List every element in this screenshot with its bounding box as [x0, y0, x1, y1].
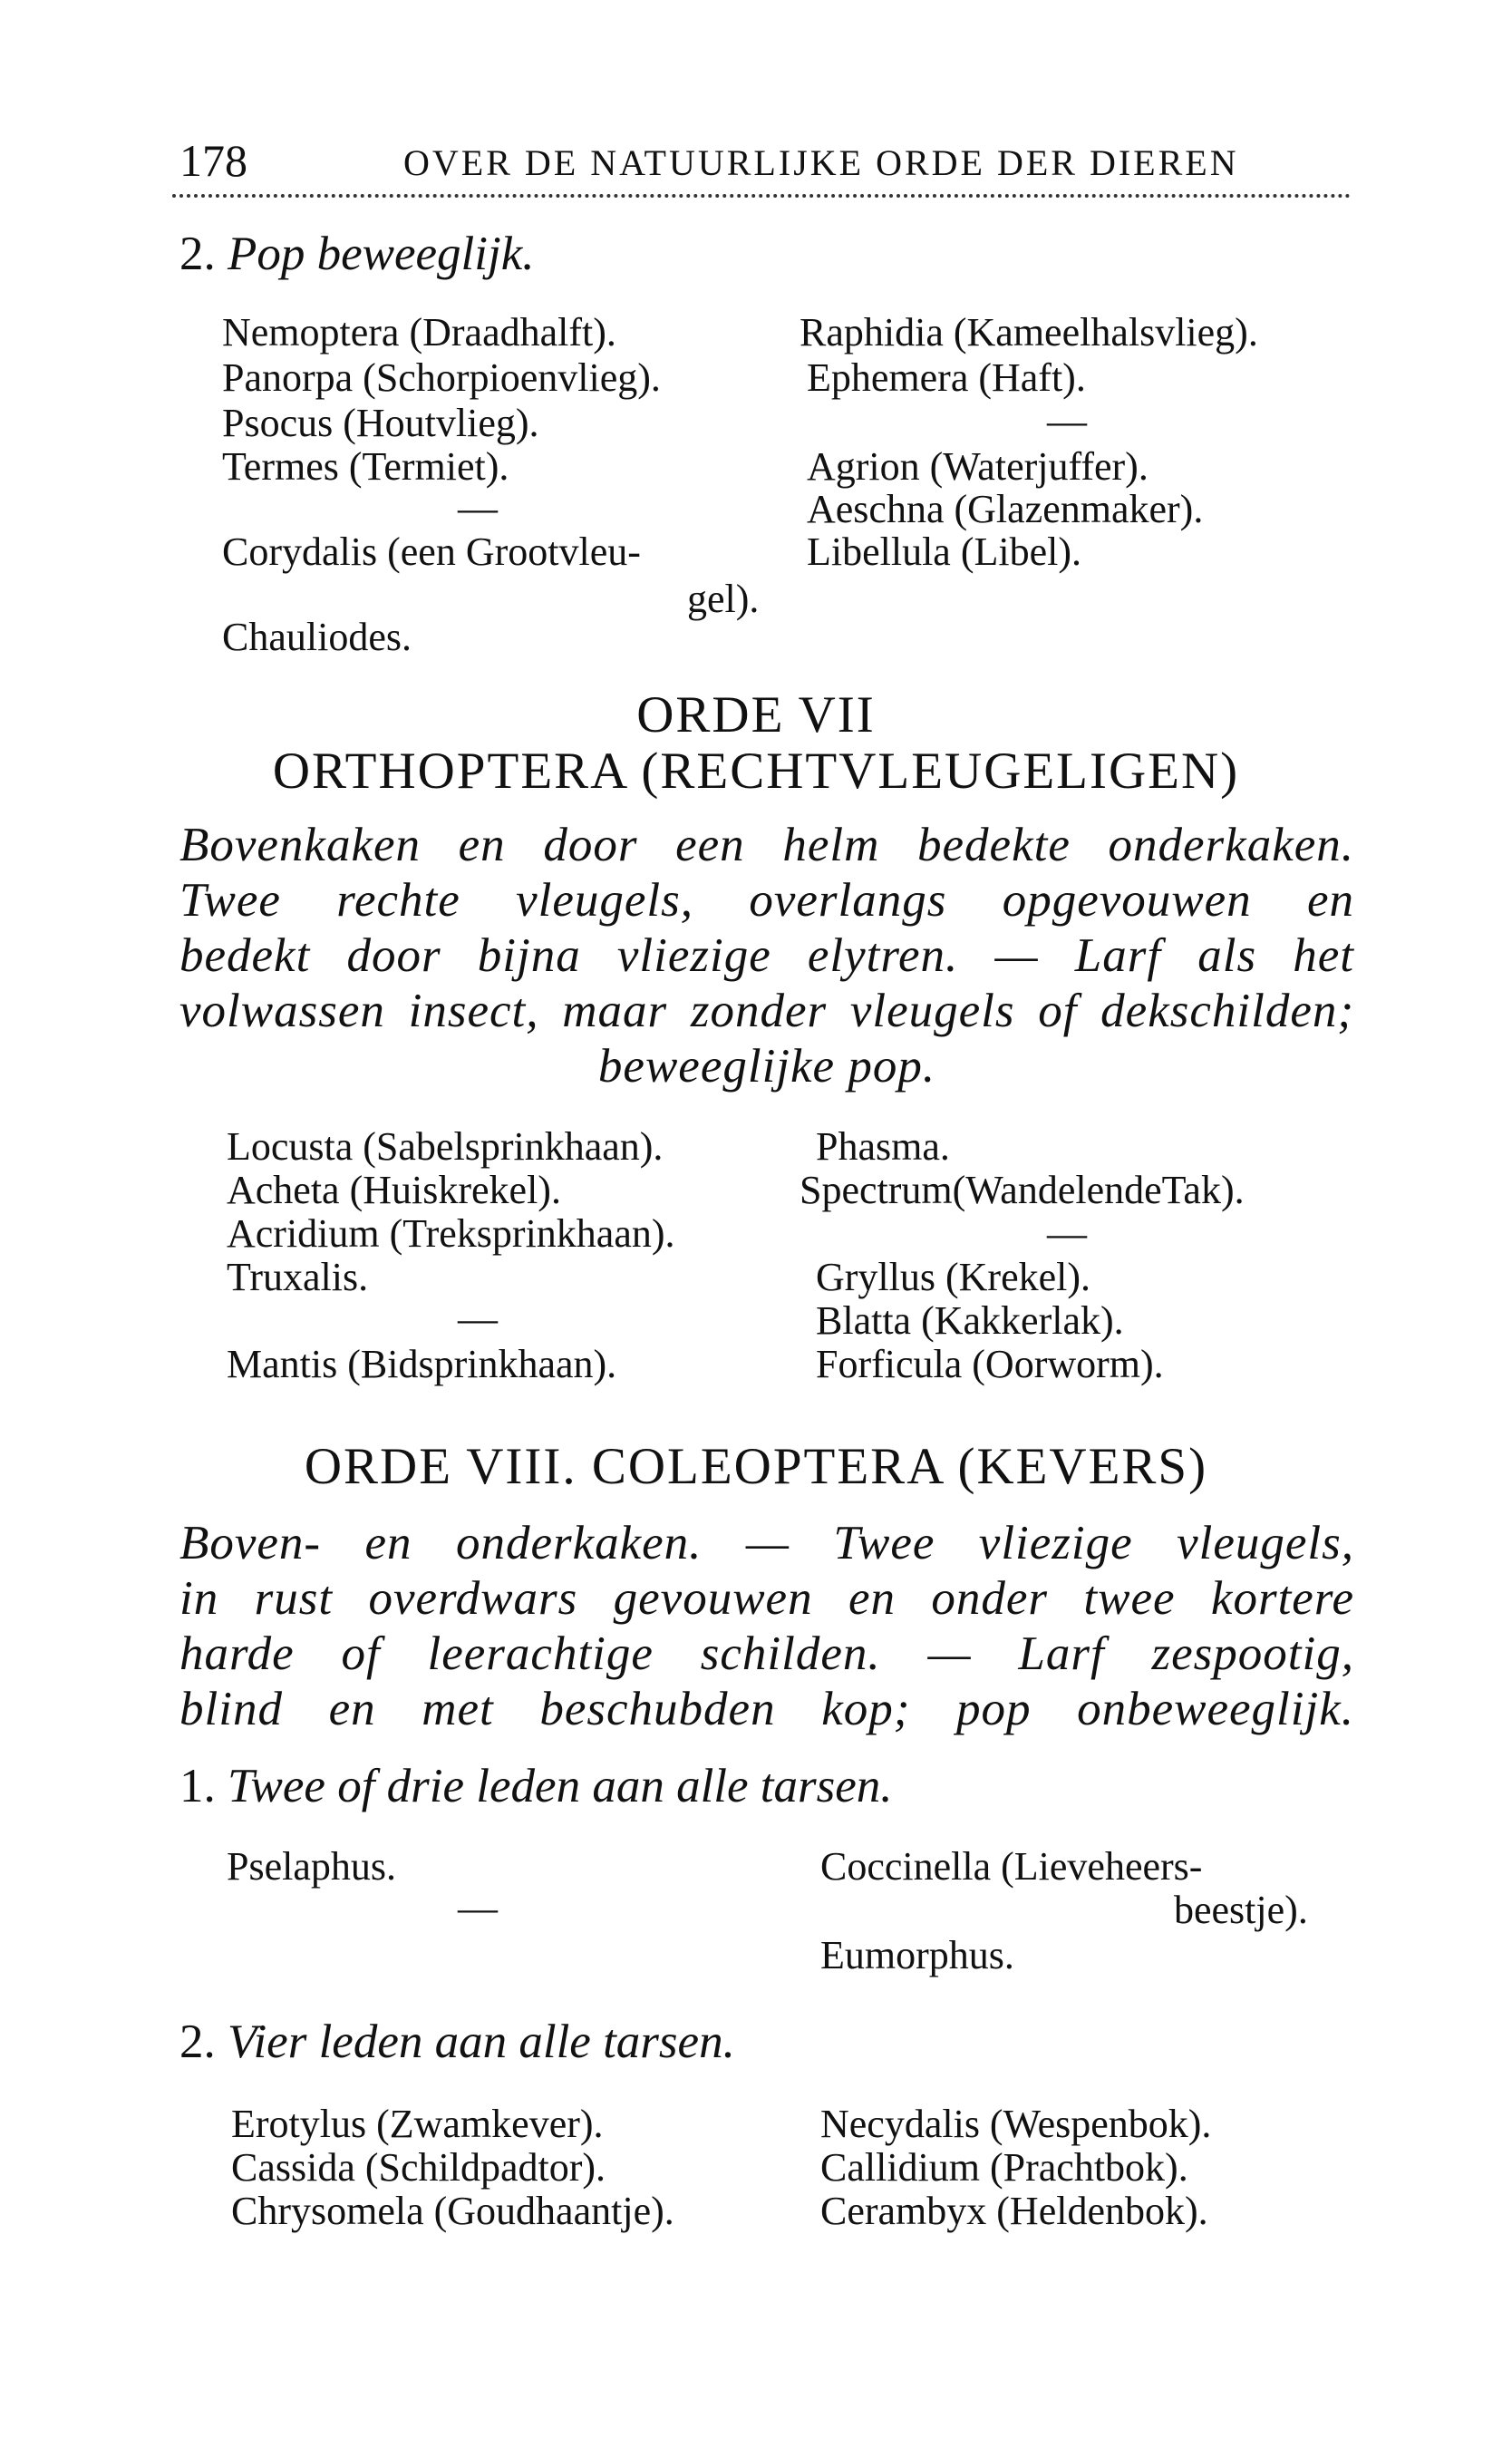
- genus-entry: Coccinella (Lieveheers-: [820, 1844, 1203, 1889]
- description-line: harde of leerachtige schilden. — Larf zespootig,: [179, 1627, 1354, 1680]
- page-number: 178: [179, 135, 247, 186]
- subsection-number: 1.: [179, 1760, 216, 1812]
- subsection-title: Vier leden aan alle tarsen.: [228, 2016, 735, 2068]
- order-heading: ORDE VIII. COLEOPTERA (KEVERS): [304, 1438, 1208, 1495]
- running-title: OVER DE NATUURLIJKE ORDE DER DIEREN: [403, 142, 1239, 183]
- genus-entry: Erotylus (Zwamkever).: [231, 2102, 604, 2146]
- order-name-heading: ORTHOPTERA (RECHTVLEUGELIGEN): [272, 743, 1240, 800]
- genus-entry-continuation: gel).: [687, 577, 760, 621]
- description-line: volwassen insect, maar zonder vleugels of dekschilden;: [179, 985, 1354, 1037]
- genus-entry: Psocus (Houtvlieg).: [222, 401, 539, 445]
- subsection-number: 2.: [179, 2016, 216, 2068]
- genus-entry: Pselaphus.: [227, 1844, 396, 1889]
- description-line: Boven- en onderkaken. — Twee vliezige vleugels,: [179, 1517, 1354, 1569]
- genus-entry: Blatta (Kakkerlak).: [816, 1298, 1124, 1343]
- subsection-title: Pop beweeglijk.: [228, 228, 535, 280]
- genus-entry: Callidium (Prachtbok).: [820, 2145, 1188, 2190]
- genus-entry: Raphidia (Kameelhalsvlieg).: [800, 310, 1258, 355]
- genus-entry: Libellula (Libel).: [807, 529, 1081, 574]
- genus-entry: Acridium (Treksprinkhaan).: [227, 1211, 675, 1256]
- genus-entry: Chrysomela (Goudhaantje).: [231, 2189, 674, 2233]
- separator-dash: —: [458, 1297, 498, 1341]
- genus-entry: Necydalis (Wespenbok).: [820, 2102, 1212, 2146]
- genus-entry: Aeschna (Glazenmaker).: [807, 487, 1204, 531]
- separator-dash: —: [458, 486, 498, 530]
- separator-dash: —: [1047, 1211, 1087, 1256]
- description-line: blind en met beschubden kop; pop onbeweeglijk.: [179, 1683, 1354, 1735]
- subsection-heading: [179, 1759, 893, 1813]
- description-line: Bovenkaken en door een helm bedekte onderkaken.: [179, 819, 1354, 871]
- genus-entry: Truxalis.: [227, 1255, 369, 1299]
- genus-entry: Eumorphus.: [820, 1933, 1014, 1977]
- description-line: bedekt door bijna vliezige elytren. — Larf als het: [179, 929, 1354, 982]
- genus-entry: Locusta (Sabelsprinkhaan).: [227, 1124, 664, 1169]
- genus-entry: Termes (Termiet).: [222, 444, 509, 489]
- description-line: in rust overdwars gevouwen en onder twee kortere: [179, 1572, 1354, 1625]
- genus-entry: Mantis (Bidsprinkhaan).: [227, 1342, 617, 1386]
- genus-entry: Spectrum(WandelendeTak).: [800, 1168, 1245, 1212]
- separator-dash: —: [458, 1886, 498, 1930]
- genus-entry: Forficula (Oorworm).: [816, 1342, 1164, 1386]
- genus-entry: Gryllus (Krekel).: [816, 1255, 1091, 1299]
- genus-entry: Phasma.: [816, 1124, 950, 1169]
- genus-entry-continuation: beestje).: [1174, 1888, 1308, 1932]
- order-number-heading: ORDE VII: [636, 686, 876, 743]
- description-line: beweeglijke pop.: [597, 1040, 936, 1093]
- genus-entry: Chauliodes.: [222, 615, 412, 659]
- genus-entry: Cassida (Schildpadtor).: [231, 2145, 606, 2190]
- genus-entry: Agrion (Waterjuffer).: [807, 444, 1149, 489]
- genus-entry: Ephemera (Haft).: [807, 355, 1086, 400]
- subsection-heading: [179, 227, 535, 281]
- subsection-number: 2.: [179, 228, 216, 280]
- description-line: Twee rechte vleugels, overlangs opgevouwen en: [179, 874, 1354, 927]
- genus-entry: Cerambyx (Heldenbok).: [820, 2189, 1208, 2233]
- header-rule: [172, 194, 1351, 198]
- subsection-heading: [179, 2015, 735, 2069]
- subsection-title: Twee of drie leden aan alle tarsen.: [228, 1760, 893, 1812]
- separator-dash: —: [1047, 399, 1087, 443]
- genus-entry: Acheta (Huiskrekel).: [227, 1168, 561, 1212]
- genus-entry: Nemoptera (Draadhalft).: [222, 310, 616, 355]
- genus-entry: Panorpa (Schorpioenvlieg).: [222, 355, 661, 400]
- genus-entry: Corydalis (een Grootvleu-: [222, 529, 641, 574]
